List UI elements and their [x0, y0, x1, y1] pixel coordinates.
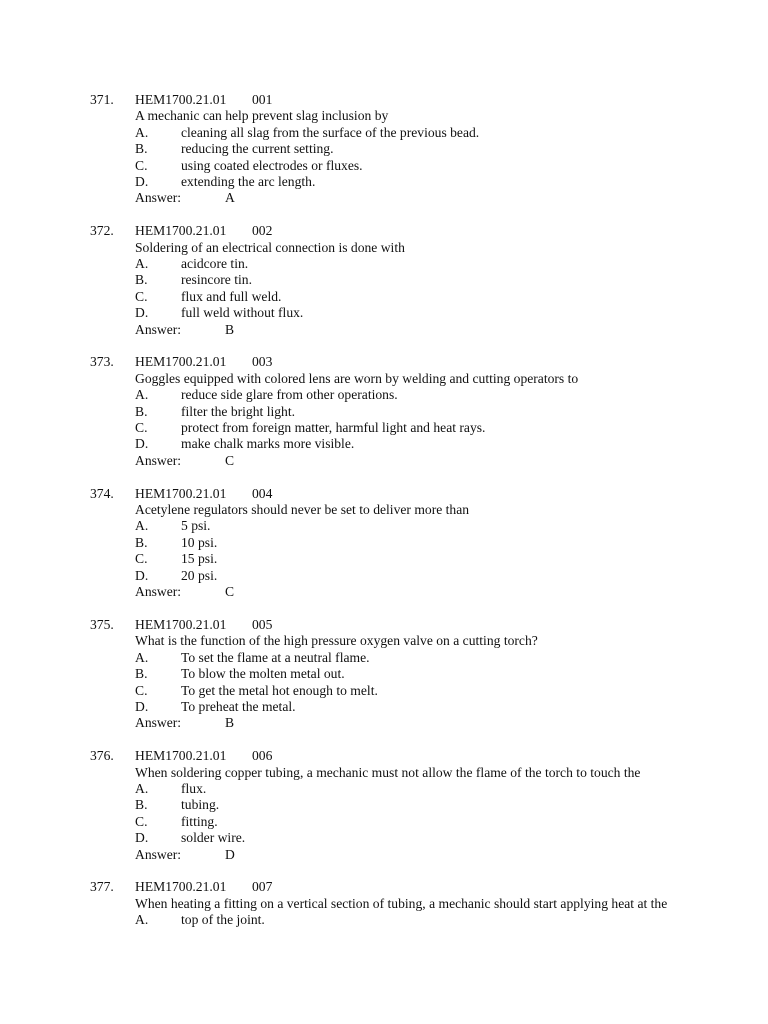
- question-code: HEM1700.21.01: [135, 92, 227, 107]
- question-number: 377.: [90, 879, 114, 895]
- option-b: [0, 797, 768, 813]
- option-d: [0, 436, 768, 452]
- answer-label: Answer:: [135, 190, 182, 206]
- answer-line: [0, 190, 768, 206]
- option-letter: C.: [135, 420, 148, 436]
- question-sequence: 001: [252, 92, 273, 107]
- answer-value: C: [225, 452, 235, 468]
- option-letter: B.: [135, 797, 148, 813]
- question-sequence: 004: [252, 485, 273, 501]
- question-stem: Soldering of an electrical connection is done with: [135, 239, 405, 255]
- option-d: [0, 830, 768, 846]
- option-text: top of the joint.: [181, 912, 265, 928]
- question-header: [0, 223, 768, 239]
- question-sequence: 002: [252, 223, 273, 239]
- option-a: [0, 518, 768, 534]
- option-letter: D.: [135, 698, 149, 714]
- option-d: [0, 699, 768, 715]
- option-text: using coated electrodes or fluxes.: [181, 157, 363, 173]
- answer-label: Answer:: [135, 715, 182, 731]
- option-b: [0, 141, 768, 157]
- question-stem: What is the function of the high pressure oxygen valve on a cutting torch?: [135, 633, 538, 649]
- question-header: [0, 92, 768, 108]
- option-b: [0, 666, 768, 682]
- option-text: make chalk marks more visible.: [181, 436, 355, 452]
- question-number: 371.: [90, 92, 114, 107]
- option-text: To set the flame at a neutral flame.: [181, 649, 370, 665]
- option-text: tubing.: [181, 797, 220, 813]
- option-letter: A.: [135, 518, 149, 534]
- question-stem: Goggles equipped with colored lens are worn by welding and cutting operators to: [135, 370, 579, 386]
- question-header: [0, 486, 768, 502]
- question-sequence: 003: [252, 354, 273, 370]
- option-letter: C.: [135, 551, 148, 567]
- question-372: [0, 223, 768, 338]
- question-sequence: 005: [252, 616, 273, 632]
- option-text: 5 psi.: [181, 518, 211, 534]
- option-c: [0, 683, 768, 699]
- question-number: 374.: [90, 485, 114, 501]
- option-letter: D.: [135, 436, 149, 452]
- option-letter: D.: [135, 567, 149, 583]
- option-c: [0, 814, 768, 830]
- question-header: [0, 617, 768, 633]
- answer-value: A: [225, 190, 235, 206]
- question-header: [0, 748, 768, 764]
- option-letter: C.: [135, 813, 148, 829]
- option-letter: C.: [135, 682, 148, 698]
- answer-line: [0, 847, 768, 863]
- option-text: flux and full weld.: [181, 288, 282, 304]
- question-stem: When soldering copper tubing, a mechanic must not allow the flame of the torch to touch the: [135, 764, 641, 780]
- option-b: [0, 272, 768, 288]
- option-a: [0, 650, 768, 666]
- answer-label: Answer:: [135, 584, 182, 600]
- option-text: protect from foreign matter, harmful light and heat rays.: [181, 420, 486, 436]
- option-letter: A.: [135, 256, 149, 272]
- option-a: [0, 781, 768, 797]
- option-text: resincore tin.: [181, 272, 252, 288]
- option-letter: B.: [135, 272, 148, 288]
- question-number: 372.: [90, 223, 114, 239]
- question-code: HEM1700.21.01: [135, 354, 227, 370]
- option-b: [0, 535, 768, 551]
- question-374: [0, 486, 768, 601]
- option-letter: A.: [135, 387, 149, 403]
- question-sequence: 007: [252, 879, 273, 895]
- option-c: [0, 158, 768, 174]
- question-code: HEM1700.21.01: [135, 485, 227, 501]
- question-377: [0, 879, 768, 928]
- question-header: [0, 879, 768, 895]
- option-letter: B.: [135, 534, 148, 550]
- question-stem: A mechanic can help prevent slag inclusion by: [135, 108, 389, 124]
- answer-value: D: [225, 846, 235, 862]
- answer-line: [0, 322, 768, 338]
- option-letter: D.: [135, 305, 149, 321]
- question-number: 376.: [90, 748, 114, 764]
- option-text: fitting.: [181, 813, 218, 829]
- option-text: filter the bright light.: [181, 403, 296, 419]
- question-stem: Acetylene regulators should never be set to deliver more than: [135, 502, 470, 518]
- option-text: reduce side glare from other operations.: [181, 387, 398, 403]
- option-letter: A.: [135, 649, 149, 665]
- option-letter: A.: [135, 124, 149, 140]
- answer-line: [0, 453, 768, 469]
- option-text: 20 psi.: [181, 567, 218, 583]
- option-text: 10 psi.: [181, 534, 218, 550]
- option-d: [0, 174, 768, 190]
- option-text: cleaning all slag from the surface of the previous bead.: [181, 124, 480, 140]
- option-a: [0, 912, 768, 928]
- answer-value: B: [225, 321, 235, 337]
- answer-label: Answer:: [135, 321, 182, 337]
- option-letter: B.: [135, 666, 148, 682]
- question-code: HEM1700.21.01: [135, 616, 227, 632]
- answer-value: C: [225, 584, 235, 600]
- question-stem: When heating a fitting on a vertical section of tubing, a mechanic should start applying heat at the: [135, 895, 668, 911]
- option-c: [0, 420, 768, 436]
- option-text: To preheat the metal.: [181, 698, 296, 714]
- option-d: [0, 568, 768, 584]
- option-letter: A.: [135, 780, 149, 796]
- option-c: [0, 551, 768, 567]
- option-text: acidcore tin.: [181, 256, 249, 272]
- answer-label: Answer:: [135, 846, 182, 862]
- question-371: [0, 92, 768, 207]
- question-sequence: 006: [252, 748, 273, 764]
- option-text: reducing the current setting.: [181, 141, 334, 157]
- option-letter: D.: [135, 173, 149, 189]
- answer-value: B: [225, 715, 235, 731]
- option-letter: C.: [135, 288, 148, 304]
- question-code: HEM1700.21.01: [135, 223, 227, 239]
- option-letter: A.: [135, 912, 149, 928]
- option-text: full weld without flux.: [181, 305, 304, 321]
- option-letter: B.: [135, 141, 148, 157]
- option-a: [0, 387, 768, 403]
- option-a: [0, 256, 768, 272]
- question-376: [0, 748, 768, 863]
- option-text: solder wire.: [181, 830, 246, 846]
- option-letter: B.: [135, 403, 148, 419]
- question-373: [0, 354, 768, 469]
- question-list: [0, 92, 768, 945]
- question-number: 373.: [90, 354, 114, 370]
- question-code: HEM1700.21.01: [135, 879, 227, 895]
- answer-label: Answer:: [135, 452, 182, 468]
- option-b: [0, 404, 768, 420]
- question-375: [0, 617, 768, 732]
- option-text: 15 psi.: [181, 551, 218, 567]
- answer-line: [0, 715, 768, 731]
- option-letter: C.: [135, 157, 148, 173]
- option-d: [0, 305, 768, 321]
- option-a: [0, 125, 768, 141]
- answer-line: [0, 584, 768, 600]
- option-c: [0, 289, 768, 305]
- question-code: HEM1700.21.01: [135, 748, 227, 764]
- option-text: flux.: [181, 780, 207, 796]
- option-letter: D.: [135, 830, 149, 846]
- option-text: extending the arc length.: [181, 173, 316, 189]
- question-number: 375.: [90, 616, 114, 632]
- option-text: To blow the molten metal out.: [181, 666, 345, 682]
- question-header: [0, 354, 768, 370]
- option-text: To get the metal hot enough to melt.: [181, 682, 378, 698]
